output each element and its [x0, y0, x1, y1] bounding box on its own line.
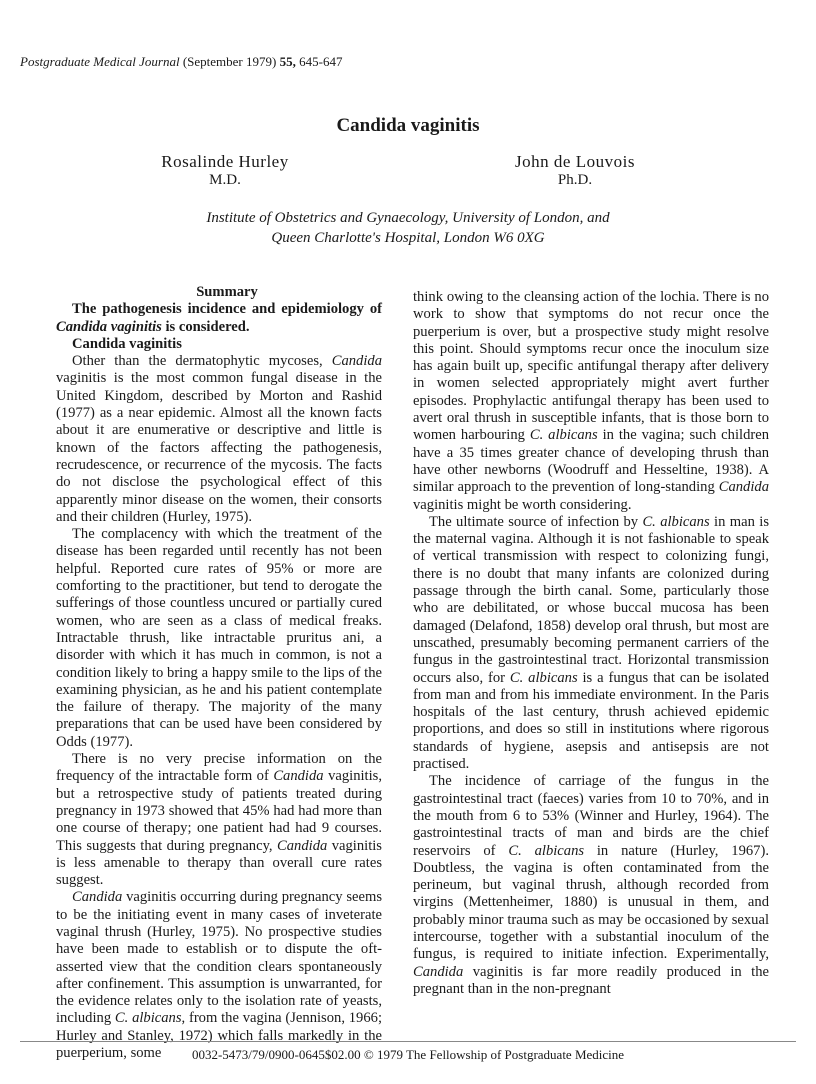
rp3-a: The incidence of carriage of the fungus in the gastrointestinal tract (faeces) varies from 10 to 70%, and in the mouth from 6 to 53% (Winner and Hurley, 1964). The gastrointestinal tracts of man and birds are the chief reservoirs of — [413, 773, 769, 859]
lp4-a: vaginitis occurring during pregnancy seems to be the initiating event in many cases of inveterate vaginal thrush (Hurley, 1975). No prospective studies have been made to establish or to dispute the oft-asserted view that the condition clears spontaneously after confinement. This assumption is unwarranted, for the evidence relates only to the isolation rate of yeasts, including — [56, 889, 382, 1027]
lp3-b: vaginitis, but a retrospective study of patients treated during pregnancy in 1973 showed that 45% had had more than one course of therapy; one patient had had 9 courses. This suggests that during pregnancy, — [56, 768, 382, 854]
rp2-em2: C. albicans — [509, 669, 578, 686]
right-column — [413, 289, 769, 998]
author-1 — [130, 152, 320, 189]
lp1-em: Candida — [331, 353, 382, 370]
author-2 — [490, 152, 660, 189]
affiliation — [0, 208, 816, 248]
rp1-c: vaginitis might be worth considering. — [413, 496, 632, 513]
rp3-c: vaginitis is far more readily produced in the pregnant than in the non-pregnant — [413, 963, 769, 997]
summary-text-em: Candida vaginitis — [56, 318, 162, 335]
lp3-em1: Candida — [273, 768, 324, 785]
rp2-em1: C. albicans — [642, 513, 710, 530]
left-column — [56, 284, 382, 1062]
lp3-em2: Candida — [277, 837, 328, 854]
lp1-a: Other than the dermatophytic mycoses, — [72, 353, 332, 370]
left-paragraph-1 — [56, 353, 382, 526]
journal-pages: 645-647 — [299, 54, 343, 69]
lp1-b: vaginitis is the most common fungal disease in the United Kingdom, described by Morton and Rashid (1977) as a near epidemic. Almost all the known facts about it are enumerative or descriptive and little is known of the factors affecting the pathogenesis, recrudescence, or recurrence of the mycosis. The facts do not disclose the psychological effect of this apparently minor disease on the women, their consorts and their children (Hurley, 1975). — [56, 370, 382, 525]
journal-citation — [20, 54, 342, 70]
lp4-em2: C. albicans — [114, 1010, 182, 1027]
rp3-em2: Candida — [413, 963, 464, 980]
author-1-degree: M.D. — [209, 172, 241, 188]
lp4-b: , from the vagina (Jennison, 1966; Hurley and Stanley, 1972) which falls markedly in the puerperium, some — [56, 1010, 382, 1062]
author-1-name: Rosalinde Hurley — [161, 152, 289, 171]
left-paragraph-3 — [56, 751, 382, 889]
rp1-em1: C. albicans — [529, 427, 598, 444]
rp2-a: The ultimate source of infection by — [429, 513, 643, 530]
rp2-b: in man is the maternal vagina. Although it is not fashionable to speak of vertical transmission with respect to colonizing fungi, there is no doubt that many infants are colonized during passage through the birth canal. Some, particularly those who are debilitated, or whose buccal mucosa has been damaged (Delafond, 1858) develop oral thrush, but most are unscathed, presumably becoming permanent carriers of the fungus in the gastrointestinal tract. Horizontal transmission occurs also, for — [413, 513, 769, 686]
rp3-em1: C. albicans — [508, 842, 585, 859]
affiliation-line-1: Institute of Obstetrics and Gynaecology, University of London, and — [206, 210, 610, 226]
article-title: Candida vaginitis — [336, 115, 480, 136]
right-paragraph-1 — [413, 289, 769, 514]
footer-copyright: 0032-5473/79/0900-0645$02.00 © 1979 The Fellowship of Postgraduate Medicine — [191, 1047, 625, 1062]
journal-date: (September 1979) — [182, 54, 277, 69]
lp3-a: There is no very precise information on the frequency of the intractable form of — [56, 751, 382, 785]
journal-name: Postgraduate Medical Journal — [20, 54, 180, 69]
rp1-b: in the vagina; such children have a 35 times greater chance of developing thrush than have other newborns (Woodruff and Hesseltine, 1938). A similar approach to the prevention of long-standing — [413, 427, 769, 496]
section-heading: Candida vaginitis — [72, 335, 182, 352]
author-2-degree: Ph.D. — [557, 172, 593, 188]
affiliation-line-2: Queen Charlotte's Hospital, London W6 0XG — [271, 230, 545, 246]
rp2-c: is a fungus that can be isolated from man and from his immediate environment. In the Paris hospitals of the last century, thrush achieved epidemic proportions, and does so still in institutions where rigorous standards of hygiene, asepsis and antisepsis are not practised. — [413, 669, 770, 773]
summary-text-a: The pathogenesis incidence and epidemiology of — [72, 301, 382, 318]
summary-text-b: is considered. — [161, 318, 250, 335]
rp3-b: in nature (Hurley, 1967). Doubtless, the vagina is often contaminated from the perineum, but vaginal thrush, although recorded from virgins (Mettenheimer, 1880) is unusual in them, and probably minor trauma such as may be occasioned by sexual intercourse, together with a substantial inoculum of the fungus, is required to initiate infection. Experimentally, — [413, 842, 769, 963]
left-paragraph-4 — [56, 889, 382, 1062]
left-paragraph-2: The complacency with which the treatment of the disease has been regarded until recently has not been helpful. Reported cure rates of 95% or more are comforting to the practitioner, but tend to derogate the sufferings of those countless uncured or partially cured women, who are seen as a class of medical freaks. Intractable thrush, like intractable pruritus ani, a disorder with which it has much in common, is not a condition likely to bring a happy smile to the lips of the examining physician, as he and his patient contemplate the failure of therapy. The majority of the many preparations that can be used have been considered by Odds (1977). — [56, 526, 382, 750]
lp4-em1: Candida — [72, 889, 123, 906]
journal-volume: 55, — [279, 54, 296, 69]
footer-divider — [20, 1041, 796, 1042]
rp1-a: think owing to the cleansing action of the lochia. There is no work to show that symptoms do not recur once the puerperium is over, but a prospective study might resolve this point. Should symptoms recur once the inoculum size has again built up, specific antifungal therapy after delivery in women selected appropriately might avert further episodes. Prophylactic antifungal therapy has been used to avert oral thrush in susceptible infants, that is those born to women harbouring — [413, 289, 769, 444]
summary-text — [56, 301, 382, 336]
summary-heading: Summary — [196, 284, 258, 300]
author-2-name: John de Louvois — [515, 152, 635, 171]
rp1-em2: Candida — [718, 479, 769, 496]
lp3-c: vaginitis is less amenable to therapy than overall cure rates suggest. — [56, 837, 382, 889]
right-paragraph-3 — [413, 773, 769, 998]
right-paragraph-2 — [413, 514, 769, 773]
